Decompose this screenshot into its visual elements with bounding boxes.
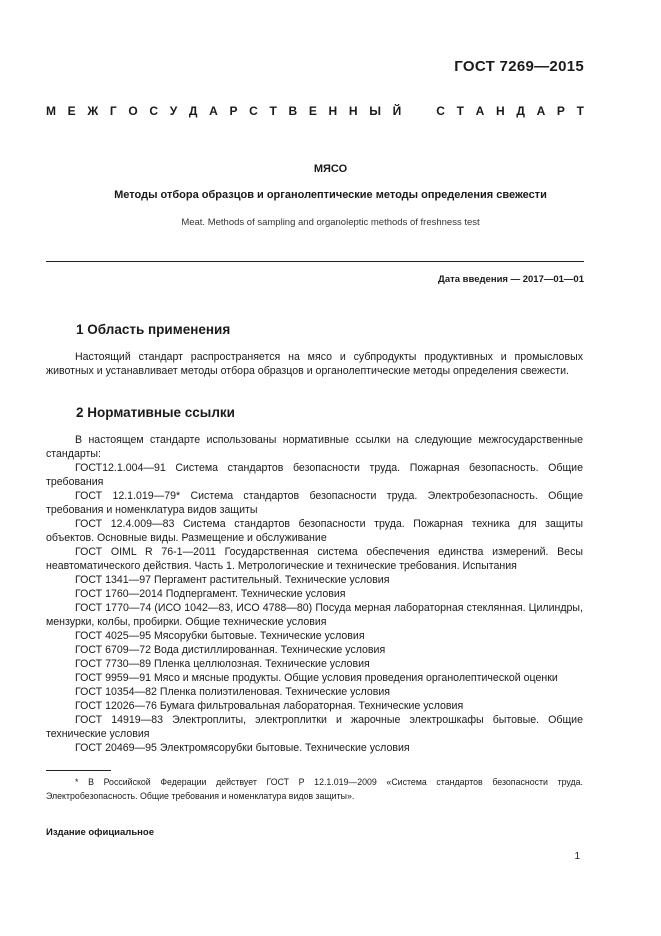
- standard-type-letter: Н: [328, 104, 338, 118]
- standard-type-letter: Т: [456, 104, 464, 118]
- standard-type-letter: Н: [348, 104, 358, 118]
- reference-item: ГОСТ 4025—95 Мясорубки бытовые. Технические условия: [75, 630, 365, 642]
- reference-item: ГОСТ12.1.004—91 Система стандартов безопасности труда. Пожарная безопасность. Общие требования: [46, 462, 583, 488]
- footnote-divider: [46, 770, 111, 771]
- footnote: [46, 775, 583, 803]
- standard-type-letter: Ж: [87, 104, 99, 118]
- edition-label: Издание официальное: [46, 827, 154, 838]
- reference-item: ГОСТ 7730—89 Пленка целлюлозная. Технические условия: [75, 658, 370, 670]
- standard-type-letter: Т: [576, 104, 584, 118]
- standard-type-letter: Т: [269, 104, 277, 118]
- standard-type-letter: С: [149, 104, 159, 118]
- standard-type-letter: Ы: [369, 104, 381, 118]
- standard-type-letter: А: [536, 104, 546, 118]
- standard-type-letter: Р: [229, 104, 238, 118]
- reference-item: ГОСТ 14919—83 Электроплиты, электроплитки и жарочные электрошкафы бытовые. Общие технические условия: [46, 714, 583, 740]
- reference-item: ГОСТ 20469—95 Электромясорубки бытовые. Технические условия: [75, 742, 410, 754]
- standard-type-letter: Г: [109, 104, 117, 118]
- standard-type-letter: В: [288, 104, 298, 118]
- introduction-date: Дата введения — 2017—01—01: [438, 274, 584, 285]
- reference-item: ГОСТ 9959—91 Мясо и мясные продукты. Общие условия проведения органолептической оценки: [75, 672, 558, 684]
- standard-type-letter: М: [46, 104, 56, 118]
- header-divider: [46, 261, 584, 262]
- document-title: МЯСО: [313, 163, 348, 175]
- reference-item: ГОСТ 6709—72 Вода дистиллированная. Технические условия: [75, 644, 386, 656]
- reference-item: ГОСТ 10354—82 Пленка полиэтиленовая. Технические условия: [75, 686, 391, 698]
- normative-references-list: [46, 433, 583, 755]
- section-1-heading: 1 Область применения: [76, 322, 231, 337]
- section-1-text: [46, 350, 583, 378]
- reference-item: ГОСТ 12026—76 Бумага фильтровальная лабораторная. Технические условия: [75, 700, 464, 712]
- document-number: ГОСТ 7269—2015: [454, 58, 584, 75]
- reference-item: ГОСТ 1770—74 (ИСО 1042—83, ИСО 4788—80) Посуда мерная лабораторная стеклянная. Цилиндры, мензурки, колбы, пробирки. Общие технические условия: [46, 602, 583, 628]
- standard-type-letter: Й: [392, 104, 402, 118]
- standard-type-letter: Е: [67, 104, 76, 118]
- standard-type-letter: С: [436, 104, 445, 118]
- section-2-heading: 2 Нормативные ссылки: [76, 405, 235, 420]
- footnote-text: * В Российской Федерации действует ГОСТ Р 12.1.019—2009 «Система стандартов безопасности труда. Электробезопасность. Общие требования и номенклатура видов защиты».: [46, 777, 583, 801]
- standard-type-letter: Д: [188, 104, 198, 118]
- reference-item: ГОСТ 12.1.019—79* Система стандартов безопасности труда. Электробезопасность. Общие требования и номенклатура видов защиты: [46, 490, 583, 516]
- standard-type-letter: О: [128, 104, 138, 118]
- standard-type-letter: Р: [556, 104, 565, 118]
- section-1-paragraph: Настоящий стандарт распространяется на мясо и субпродукты продуктивных и промысловых животных и устанавливает методы отбора образцов и органолептические методы определения свежести.: [46, 351, 583, 377]
- document-subtitle-en: Meat. Methods of sampling and organoleptic methods of freshness test: [181, 217, 480, 228]
- reference-item: ГОСТ 12.4.009—83 Система стандартов безопасности труда. Пожарная техника для защиты объектов. Основные виды. Размещение и обслуживание: [46, 518, 583, 544]
- references-intro: В настоящем стандарте использованы нормативные ссылки на следующие межгосударственные стандарты:: [46, 434, 583, 460]
- standard-type-letter: Н: [495, 104, 505, 118]
- standard-type-letter: А: [475, 104, 485, 118]
- standard-type-letter: С: [249, 104, 258, 118]
- page-number: 1: [574, 851, 580, 862]
- reference-item: ГОСТ 1341—97 Пергамент растительный. Технические условия: [75, 574, 390, 586]
- standard-type-letter: У: [169, 104, 178, 118]
- reference-item: ГОСТ 1760—2014 Подпергамент. Технические условия: [75, 588, 346, 600]
- standard-type-heading: [46, 104, 584, 118]
- standard-type-letter: А: [209, 104, 218, 118]
- standard-type-letter: Е: [308, 104, 317, 118]
- reference-item: ГОСТ OIML R 76-1—2011 Государственная система обеспечения единства измерений. Весы неавтоматического действия. Часть 1. Метрологические и технические требования. Испытания: [46, 546, 583, 572]
- standard-type-letter: Д: [516, 104, 525, 118]
- document-subtitle-ru: Методы отбора образцов и органолептические методы определения свежести: [114, 189, 547, 201]
